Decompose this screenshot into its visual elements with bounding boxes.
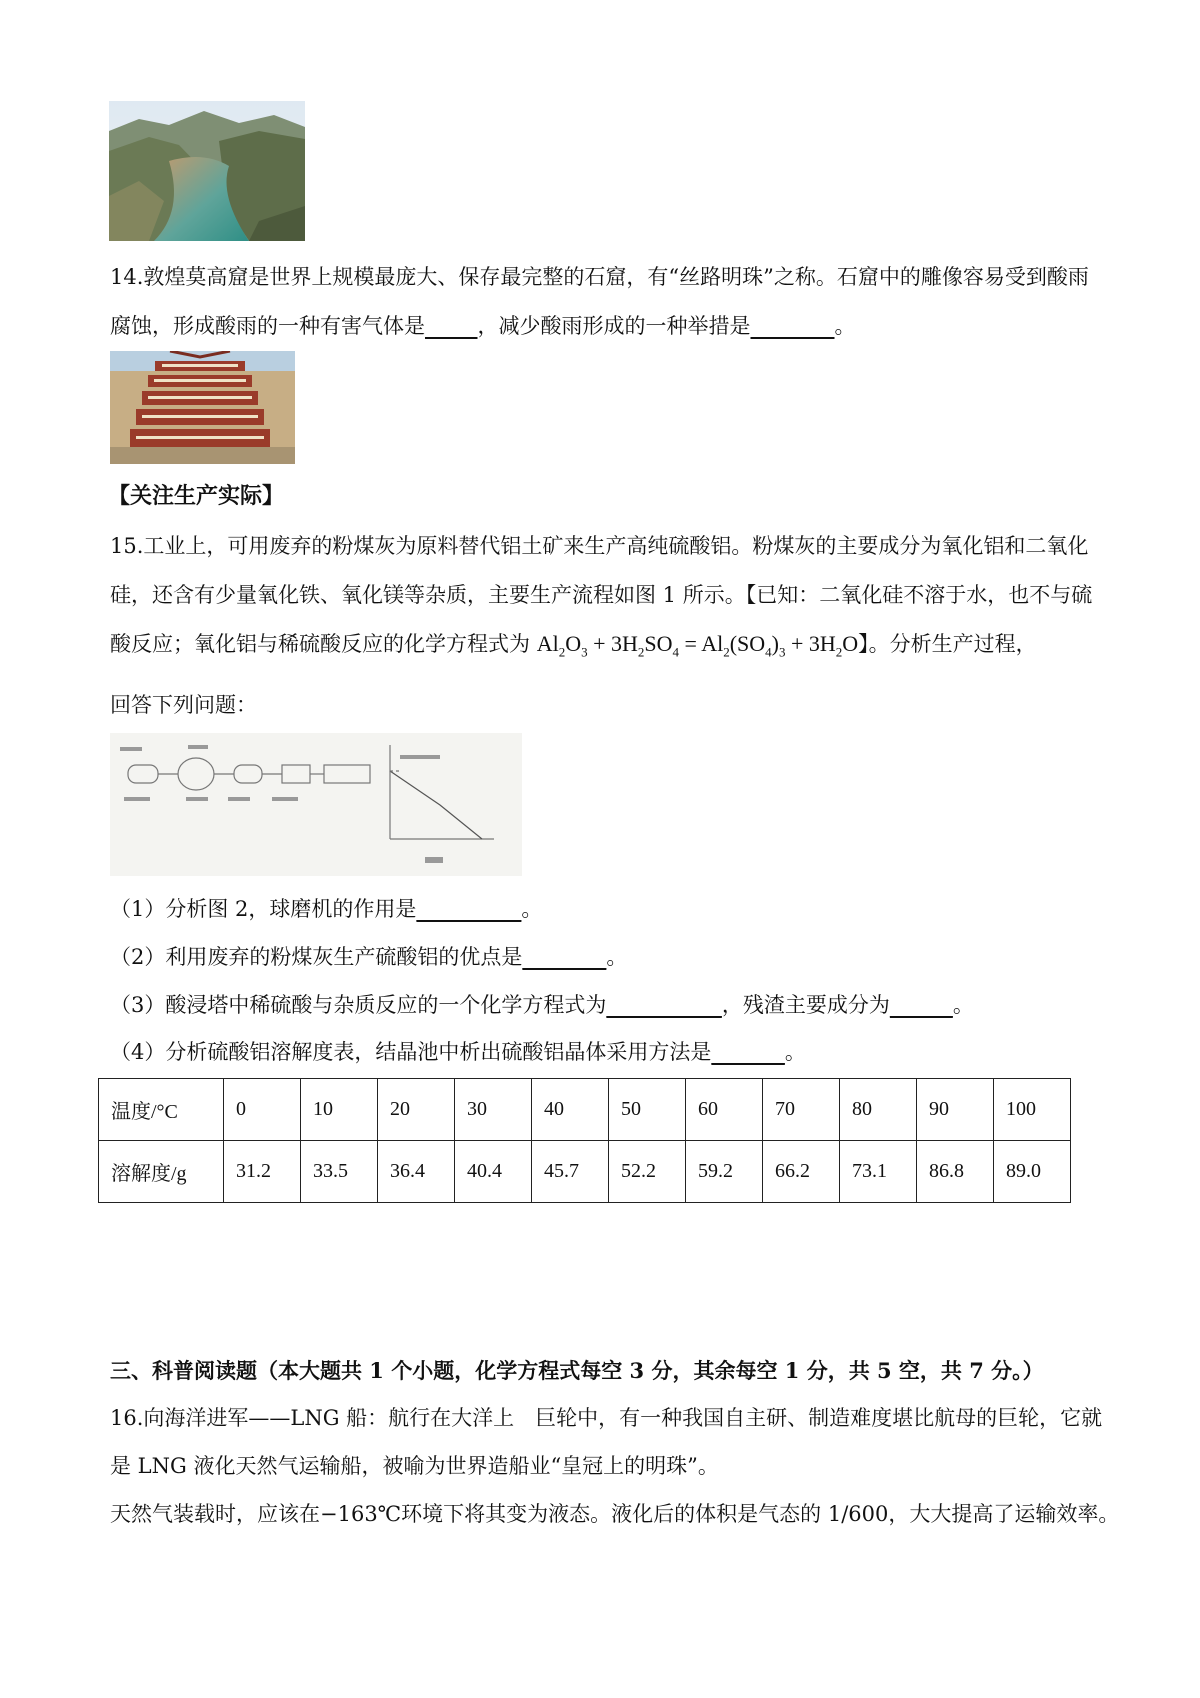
table-cell: 0: [224, 1079, 301, 1141]
table-cell: 73.1: [840, 1141, 917, 1203]
table-cell: 60: [686, 1079, 763, 1141]
table-cell: 40.4: [455, 1141, 532, 1203]
q16-line2: 是 LNG 液化天然气运输船，被喻为世界造船业“皇冠上的明珠”。: [110, 1454, 719, 1478]
table-cell: 36.4: [378, 1141, 455, 1203]
q16-line1: 16.向海洋进军——LNG 船：航行在大洋上 巨轮中，有一种我国自主研、制造难度堪比航母的巨轮，它就: [110, 1406, 1103, 1430]
table-header-temperature: 温度/°C: [99, 1079, 224, 1141]
q15-sub4-text-b: 。: [784, 1040, 806, 1064]
table-cell: 31.2: [224, 1141, 301, 1203]
table-cell: 20: [378, 1079, 455, 1141]
table-row-temperature: [99, 1079, 1071, 1141]
q15-sub4-text-a: （4）分析硫酸铝溶解度表，结晶池中析出硫酸铝晶体采用方法是: [110, 1040, 712, 1064]
solubility-table: [98, 1078, 1071, 1203]
mogao-grottoes-photo: [110, 351, 295, 464]
table-cell: 45.7: [532, 1141, 609, 1203]
table-cell: 90: [917, 1079, 994, 1141]
q15-sub2-answer-blank[interactable]: ________: [522, 945, 607, 969]
q14-line1: 14.敦煌莫高窟是世界上规模最庞大、保存最完整的石窟，有“丝路明珠”之称。石窟中的雕像容易受到酸雨: [110, 265, 1089, 289]
q16-line3: 天然气装载时，应该在−163℃环境下将其变为液态。液化后的体积是气态的 1/600，大大提高了运输效率。: [110, 1502, 1120, 1526]
table-cell: 33.5: [301, 1141, 378, 1203]
q15-sub3-text-c: 。: [952, 993, 974, 1017]
q14-answer-blank-gas[interactable]: _____: [425, 314, 478, 338]
q15-sub2: [110, 942, 627, 972]
q15-sub1-text-a: （1）分析图 2，球磨机的作用是: [110, 897, 417, 921]
table-cell: 30: [455, 1079, 532, 1141]
q15-sub4-answer-blank[interactable]: _______: [711, 1040, 785, 1064]
section-heading-science-reading: 三、科普阅读题（本大题共 1 个小题，化学方程式每空 3 分，其余每空 1 分，共 5 空，共 7 分。）: [110, 1358, 1044, 1383]
table-header-solubility: 溶解度/g: [99, 1141, 224, 1203]
table-cell: 80: [840, 1079, 917, 1141]
section-heading-focus: 【关注生产实际】: [108, 483, 285, 509]
table-cell: 100: [994, 1079, 1071, 1141]
q15-line3-text-b: 】。分析生产过程，: [858, 632, 1037, 656]
q15-line2: 硅，还含有少量氧化铁、氧化镁等杂质，主要生产流程如图 1 所示。【已知：二氧化硅不溶于水，也不与硫: [110, 583, 1093, 607]
q15-line1: 15.工业上，可用废弃的粉煤灰为原料替代铝土矿来生产高纯硫酸铝。粉煤灰的主要成分为氧化铝和二氧化: [110, 534, 1089, 558]
q15-sub3-text-a: （3）酸浸塔中稀硫酸与杂质反应的一个化学方程式为: [110, 993, 607, 1017]
q14-answer-blank-measure[interactable]: ________: [750, 314, 835, 338]
table-cell: 66.2: [763, 1141, 840, 1203]
q14-line2: [110, 311, 856, 341]
q15-line3: [110, 629, 1037, 667]
q14-text-c: 。: [834, 314, 856, 338]
table-row-solubility: [99, 1141, 1071, 1203]
q15-sub2-text-a: （2）利用废弃的粉煤灰生产硫酸铝的优点是: [110, 945, 523, 969]
table-cell: 59.2: [686, 1141, 763, 1203]
q14-text-a: 腐蚀，形成酸雨的一种有害气体是: [110, 314, 425, 338]
q15-sub2-text-b: 。: [606, 945, 628, 969]
canyon-river-photo: [109, 101, 305, 241]
q15-sub1-text-b: 。: [521, 897, 543, 921]
table-cell: 70: [763, 1079, 840, 1141]
q15-sub3-text-b: ，残渣主要成分为: [721, 993, 890, 1017]
q15-line3-text-a: 酸反应；氧化铝与稀硫酸反应的化学方程式为: [110, 632, 530, 656]
table-cell: 10: [301, 1079, 378, 1141]
table-cell: 52.2: [609, 1141, 686, 1203]
q15-sub4: [110, 1037, 806, 1067]
table-cell: 50: [609, 1079, 686, 1141]
q15-sub1-answer-blank[interactable]: __________: [416, 897, 522, 921]
q15-line4: 回答下列问题：: [110, 693, 257, 717]
table-cell: 89.0: [994, 1141, 1071, 1203]
production-flow-diagram-image: [110, 733, 522, 876]
table-cell: 40: [532, 1079, 609, 1141]
q15-sub3-answer-blank-equation[interactable]: ___________: [606, 993, 722, 1017]
q15-sub3-answer-blank-residue[interactable]: ______: [889, 993, 953, 1017]
table-cell: 86.8: [917, 1141, 994, 1203]
chemical-equation: $Al_2O_3 + 3H_2SO_4 = Al_2(SO_4)_3 + 3H_2O$: [536, 631, 859, 660]
q14-text-b: ，减少酸雨形成的一种举措是: [477, 314, 751, 338]
q15-sub3: [110, 990, 974, 1020]
q15-sub1: [110, 894, 542, 924]
